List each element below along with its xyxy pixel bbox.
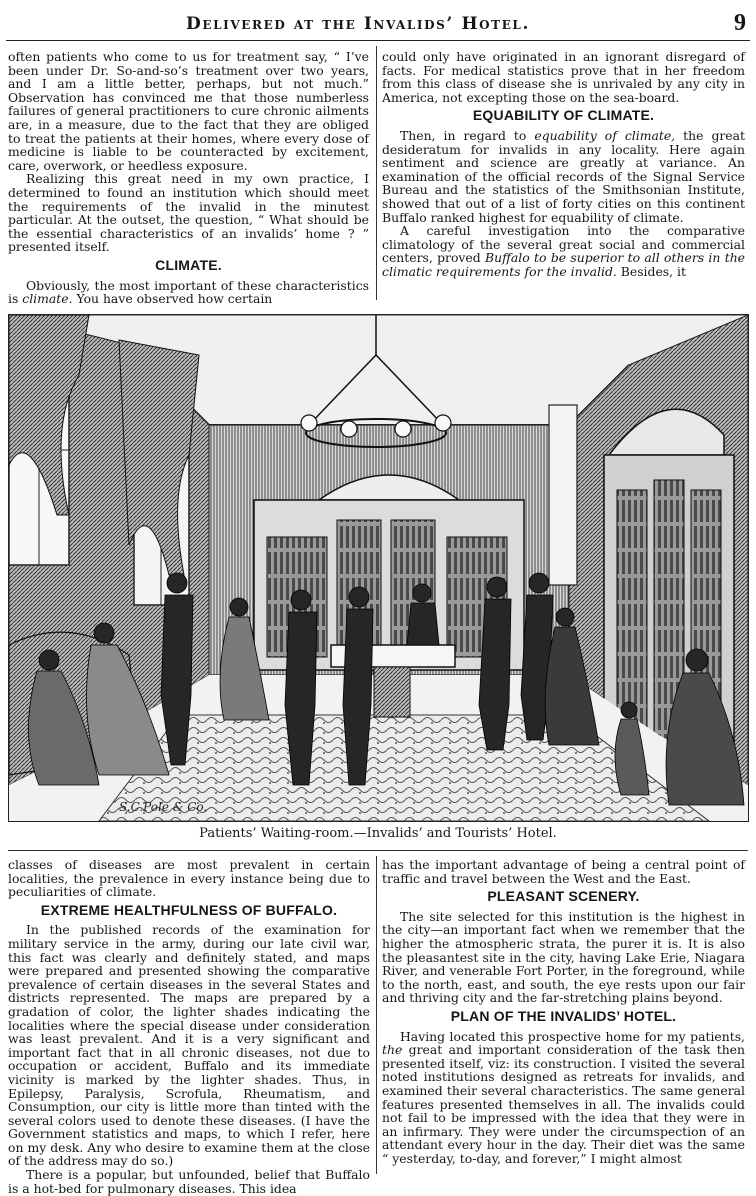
column-divider <box>376 856 377 1174</box>
paragraph: Realizing this great need in my own practice, I determined to found an institution which should meet the requirements of the invalid in the minutest particular. At the outset, the question, “ What should be the essential characteristics of an invalids’ home ? ” presented itself. <box>8 171 369 255</box>
running-header <box>6 10 750 41</box>
paragraph: often patients who come to us for treatment say, “ I’ve been under Dr. So-and-so’s treatment over two years, and I am a little better, perhaps, but not much.” Observation has convinced me that those numberless failures of general practitioners to cure chronic ailments are, in a measure, due to the fact that they are obliged to treat the patients at their homes, where every dose of medicine is liable to be counteracted by excitement, care, overwork, or heedless exposure. <box>8 49 369 173</box>
paragraph: Then, in regard to equability of climate, the great desideratum for invalids in any locality. Here again sentiment and science are greatly at variance. An examination of the official records of the Signal Service Bureau and the statistics of the Smithsonian Institute, showed that out of a list of forty cities on this continent Buffalo ranked highest for equability of climate. <box>382 127 745 225</box>
top-right-column <box>382 50 745 279</box>
paragraph: Obviously, the most important of these characteristics is climate. You have observed how certain <box>8 277 369 307</box>
section-heading-healthfulness: EXTREME HEALTHFULNESS OF BUFFALO. <box>40 901 338 918</box>
section-heading-plan: PLAN OF THE INVALIDS’ HOTEL. <box>450 1007 677 1024</box>
waiting-room-engraving <box>8 314 749 822</box>
paragraph: Having located this prospective home for my patients, the great and important consideration of the task then presented itself, viz: its construction. I visited the several noted institutions designed as retreats for invalids, and examined their several characteristics. The same general features presented themselves in all. The invalids could not fail to be impressed with the idea that they were in an infirmary. They were under the circumspection of an attendant every hour in the day. Their diet was the same “ yesterday, to-day, and forever,” I might almost <box>382 1028 745 1166</box>
paragraph: could only have originated in an ignorant disregard of facts. For medical statistics prove that in her freedom from this class of disease she is unrivaled by any city in America, not excepting those on the sea-board. <box>382 49 745 105</box>
paragraph: The site selected for this institution is the highest in the city—an important fact when we remember that the higher the atmospheric strata, the purer it is. It is also the pleasantest site in the city, having Lake Erie, Niagara River, and venerable Fort Porter, in the foreground, while to the north, east, and south, the eye rests upon our fair and thriving city and the far-stretching plains beyond. <box>382 908 745 1006</box>
engraver-signature: S.C.Pole & Co. <box>119 800 208 814</box>
top-left-column <box>8 50 369 306</box>
section-heading-climate: CLIMATE. <box>155 256 222 273</box>
column-divider <box>376 46 377 300</box>
paragraph: classes of diseases are most prevalent in certain localities, the prevalence in every instance being due to peculiarities of climate. <box>8 857 370 900</box>
paragraph: There is a popular, but unfounded, belief that Buffalo is a hot-bed for pulmonary diseases. This idea <box>8 1167 370 1196</box>
bottom-right-column <box>382 858 745 1165</box>
paragraph: has the important advantage of being a central point of traffic and travel between the West and the East. <box>382 857 745 886</box>
page-number: 9 <box>734 10 746 36</box>
illustration-caption: Patients’ Waiting-room.—Invalids’ and Tourists’ Hotel. <box>199 826 557 841</box>
running-title: Delivered at the Invalids’ Hotel. <box>186 14 530 34</box>
caption-divider <box>8 850 748 851</box>
paragraph: In the published records of the examination for military service in the army, during our late civil war, this fact was clearly and definitely stated, and maps were prepared and presented showing the comparative prevalence of certain diseases in the several States and districts represented. The maps are prepared by a gradation of color, the lighter shades indicating the localities where the special disease under consideration was least prevalent. And it is a very significant and important fact that in all chronic diseases, not due to occupation or accident, Buffalo and its immediate vicinity is marked by the lighter shades. Thus, in Epilepsy, Paralysis, Scrofula, Rheumatism, and Consumption, our city is little more than tinted with the several colors used to denote these diseases. (I have the Government statistics and maps, to which I refer, here on my desk. Any who desire to examine them at the close of the address may do so.) <box>8 922 370 1169</box>
section-heading-scenery: PLEASANT SCENERY. <box>487 888 640 905</box>
bottom-left-column <box>8 858 370 1195</box>
paragraph: A careful investigation into the comparative climatology of the several great social and commercial centers, proved Buffalo to be superior to all others in the climatic requirements for the invalid. Besides, it <box>382 223 746 279</box>
section-heading-equability: EQUABILITY OF CLIMATE. <box>472 107 655 124</box>
